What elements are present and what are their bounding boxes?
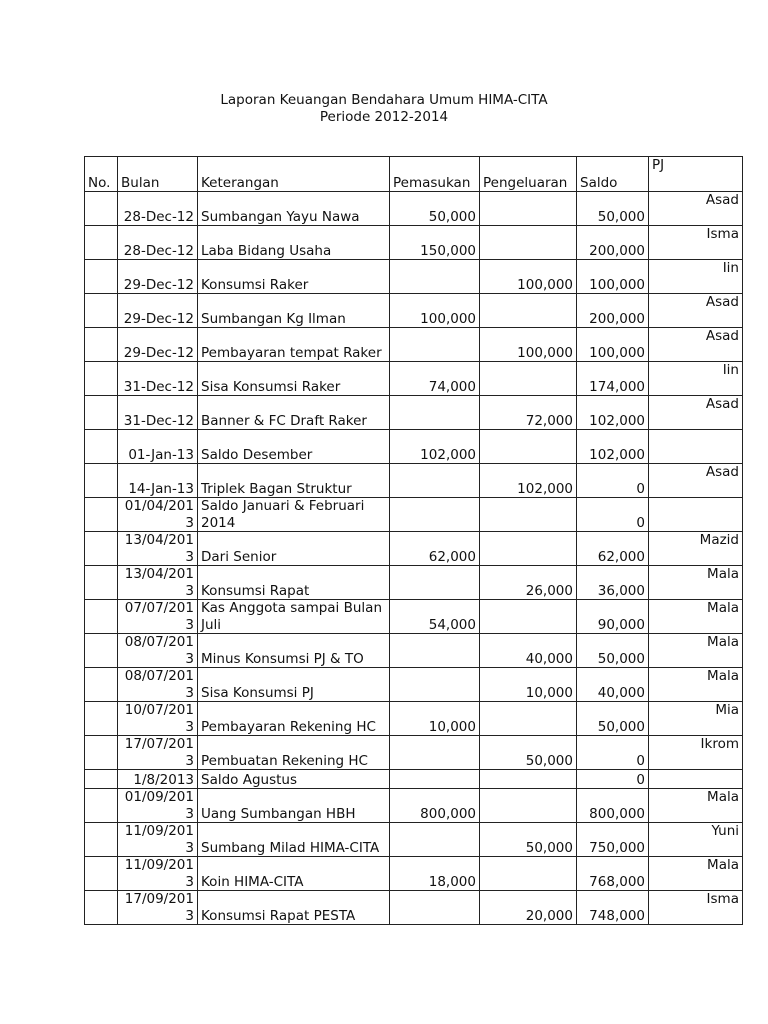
cell-bulan: 11/09/2013 [118,857,198,891]
cell-pemasukan [390,634,480,668]
cell-pj: Iin [649,260,743,294]
cell-keterangan: Minus Konsumsi PJ & TO [198,634,390,668]
cell-pengeluaran: 10,000 [480,668,577,702]
cell-no [85,770,118,789]
cell-keterangan: Uang Sumbangan HBH [198,789,390,823]
cell-no [85,891,118,925]
report-title: Laporan Keuangan Bendahara Umum HIMA-CITA [220,92,548,108]
cell-saldo: 90,000 [577,600,649,634]
cell-saldo: 50,000 [577,192,649,226]
cell-keterangan: Konsumsi Rapat [198,566,390,600]
cell-no [85,634,118,668]
cell-bulan: 28-Dec-12 [118,226,198,260]
cell-pemasukan [390,891,480,925]
cell-pengeluaran [480,192,577,226]
table-row [85,430,743,464]
cell-bulan: 29-Dec-12 [118,328,198,362]
cell-saldo: 768,000 [577,857,649,891]
cell-pj: Mazid [649,532,743,566]
cell-bulan: 29-Dec-12 [118,260,198,294]
cell-pj: Asad [649,328,743,362]
cell-keterangan: Koin HIMA-CITA [198,857,390,891]
cell-pj: Isma [649,891,743,925]
table-row [85,770,743,789]
cell-saldo: 750,000 [577,823,649,857]
cell-pj: Asad [649,192,743,226]
table-row [85,328,743,362]
cell-pj: Mala [649,600,743,634]
cell-saldo: 800,000 [577,789,649,823]
cell-saldo: 40,000 [577,668,649,702]
cell-pengeluaran [480,770,577,789]
table-row [85,498,743,532]
cell-saldo: 0 [577,464,649,498]
cell-keterangan: Sisa Konsumsi Raker [198,362,390,396]
table-row [85,396,743,430]
table-row [85,566,743,600]
cell-no [85,430,118,464]
cell-pengeluaran [480,857,577,891]
cell-no [85,192,118,226]
cell-bulan: 01/04/2013 [118,498,198,532]
cell-saldo: 0 [577,736,649,770]
table-row [85,362,743,396]
cell-bulan: 10/07/2013 [118,702,198,736]
cell-pemasukan [390,498,480,532]
cell-pemasukan: 800,000 [390,789,480,823]
cell-keterangan: Pembayaran tempat Raker [198,328,390,362]
cell-pengeluaran [480,226,577,260]
cell-pengeluaran [480,600,577,634]
cell-saldo: 62,000 [577,532,649,566]
cell-pemasukan [390,328,480,362]
cell-pj [649,770,743,789]
col-header-bulan: Bulan [118,157,198,192]
cell-pj: Mala [649,566,743,600]
cell-pemasukan [390,770,480,789]
cell-no [85,294,118,328]
cell-bulan: 11/09/2013 [118,823,198,857]
cell-no [85,396,118,430]
table-row [85,668,743,702]
cell-keterangan: Saldo Desember [198,430,390,464]
cell-no [85,464,118,498]
cell-pemasukan: 54,000 [390,600,480,634]
cell-saldo: 174,000 [577,362,649,396]
cell-pemasukan: 50,000 [390,192,480,226]
finance-table [84,156,743,925]
cell-bulan: 1/8/2013 [118,770,198,789]
cell-bulan: 13/04/2013 [118,566,198,600]
cell-pengeluaran: 100,000 [480,260,577,294]
cell-keterangan: Sisa Konsumsi PJ [198,668,390,702]
cell-pj: Asad [649,464,743,498]
table-row [85,823,743,857]
report-header [0,92,768,126]
cell-bulan: 13/04/2013 [118,532,198,566]
cell-bulan: 01-Jan-13 [118,430,198,464]
cell-pengeluaran: 40,000 [480,634,577,668]
cell-pj: Isma [649,226,743,260]
col-header-pemasukan: Pemasukan [390,157,480,192]
cell-pengeluaran [480,789,577,823]
report-period: Periode 2012-2014 [319,109,449,125]
table-row [85,464,743,498]
cell-no [85,328,118,362]
cell-pj: Mala [649,668,743,702]
cell-pj: Ikrom [649,736,743,770]
cell-no [85,668,118,702]
cell-keterangan: Banner & FC Draft Raker [198,396,390,430]
cell-pengeluaran: 50,000 [480,823,577,857]
cell-bulan: 01/09/2013 [118,789,198,823]
cell-pengeluaran: 102,000 [480,464,577,498]
cell-no [85,789,118,823]
cell-no [85,857,118,891]
cell-no [85,498,118,532]
cell-pengeluaran: 50,000 [480,736,577,770]
table-row [85,532,743,566]
table-row [85,891,743,925]
cell-pemasukan: 102,000 [390,430,480,464]
table-row [85,226,743,260]
col-header-no: No. [85,157,118,192]
cell-bulan: 07/07/2013 [118,600,198,634]
col-header-pj: PJ [649,157,743,192]
cell-pemasukan [390,260,480,294]
cell-keterangan: Konsumsi Rapat PESTA [198,891,390,925]
cell-no [85,566,118,600]
table-row [85,192,743,226]
cell-no [85,226,118,260]
cell-keterangan: Laba Bidang Usaha [198,226,390,260]
cell-pemasukan: 100,000 [390,294,480,328]
cell-pj: Mala [649,789,743,823]
cell-saldo: 0 [577,498,649,532]
cell-saldo: 100,000 [577,260,649,294]
cell-no [85,702,118,736]
cell-pj [649,430,743,464]
table-row [85,634,743,668]
cell-saldo: 100,000 [577,328,649,362]
cell-pemasukan: 10,000 [390,702,480,736]
table-row [85,294,743,328]
cell-keterangan: Kas Anggota sampai Bulan Juli [198,600,390,634]
col-header-keterangan: Keterangan [198,157,390,192]
cell-bulan: 31-Dec-12 [118,396,198,430]
cell-pengeluaran [480,294,577,328]
cell-pemasukan [390,464,480,498]
table-row [85,857,743,891]
cell-pengeluaran: 72,000 [480,396,577,430]
cell-no [85,532,118,566]
cell-pj: Mala [649,634,743,668]
cell-pemasukan [390,566,480,600]
cell-keterangan: Saldo Agustus [198,770,390,789]
cell-saldo: 0 [577,770,649,789]
cell-pj: Iin [649,362,743,396]
cell-bulan: 17/09/2013 [118,891,198,925]
table-row [85,736,743,770]
cell-saldo: 50,000 [577,634,649,668]
cell-saldo: 50,000 [577,702,649,736]
cell-no [85,600,118,634]
cell-keterangan: Triplek Bagan Struktur [198,464,390,498]
cell-pj [649,498,743,532]
header-row [85,157,743,192]
cell-no [85,362,118,396]
cell-pj: Asad [649,294,743,328]
cell-pemasukan: 62,000 [390,532,480,566]
col-header-pengeluaran: Pengeluaran [480,157,577,192]
table-row [85,260,743,294]
cell-keterangan: Konsumsi Raker [198,260,390,294]
table-row [85,702,743,736]
table-body [85,192,743,925]
cell-pemasukan [390,396,480,430]
cell-keterangan: Sumbang Milad HIMA-CITA [198,823,390,857]
cell-bulan: 08/07/2013 [118,634,198,668]
cell-pj: Mala [649,857,743,891]
cell-pengeluaran [480,702,577,736]
cell-saldo: 200,000 [577,294,649,328]
cell-pemasukan [390,668,480,702]
cell-pengeluaran [480,498,577,532]
cell-bulan: 17/07/2013 [118,736,198,770]
cell-pengeluaran: 100,000 [480,328,577,362]
cell-keterangan: Pembuatan Rekening HC [198,736,390,770]
cell-no [85,823,118,857]
cell-bulan: 08/07/2013 [118,668,198,702]
cell-no [85,736,118,770]
col-header-saldo: Saldo [577,157,649,192]
cell-bulan: 28-Dec-12 [118,192,198,226]
table-row [85,600,743,634]
cell-pj: Yuni [649,823,743,857]
cell-bulan: 29-Dec-12 [118,294,198,328]
cell-pj: Asad [649,396,743,430]
cell-pengeluaran: 20,000 [480,891,577,925]
cell-pemasukan [390,736,480,770]
cell-pengeluaran [480,362,577,396]
cell-pengeluaran: 26,000 [480,566,577,600]
cell-bulan: 14-Jan-13 [118,464,198,498]
cell-no [85,260,118,294]
cell-pj: Mia [649,702,743,736]
cell-pemasukan [390,823,480,857]
cell-saldo: 36,000 [577,566,649,600]
cell-pengeluaran [480,532,577,566]
cell-pemasukan: 18,000 [390,857,480,891]
cell-keterangan: Pembayaran Rekening HC [198,702,390,736]
cell-keterangan: Dari Senior [198,532,390,566]
table-row [85,789,743,823]
cell-pemasukan: 74,000 [390,362,480,396]
cell-keterangan: Sumbangan Yayu Nawa [198,192,390,226]
cell-pemasukan: 150,000 [390,226,480,260]
cell-pengeluaran [480,430,577,464]
cell-bulan: 31-Dec-12 [118,362,198,396]
cell-saldo: 102,000 [577,430,649,464]
cell-keterangan: Saldo Januari & Februari 2014 [198,498,390,532]
cell-saldo: 748,000 [577,891,649,925]
cell-keterangan: Sumbangan Kg Ilman [198,294,390,328]
cell-saldo: 200,000 [577,226,649,260]
cell-saldo: 102,000 [577,396,649,430]
